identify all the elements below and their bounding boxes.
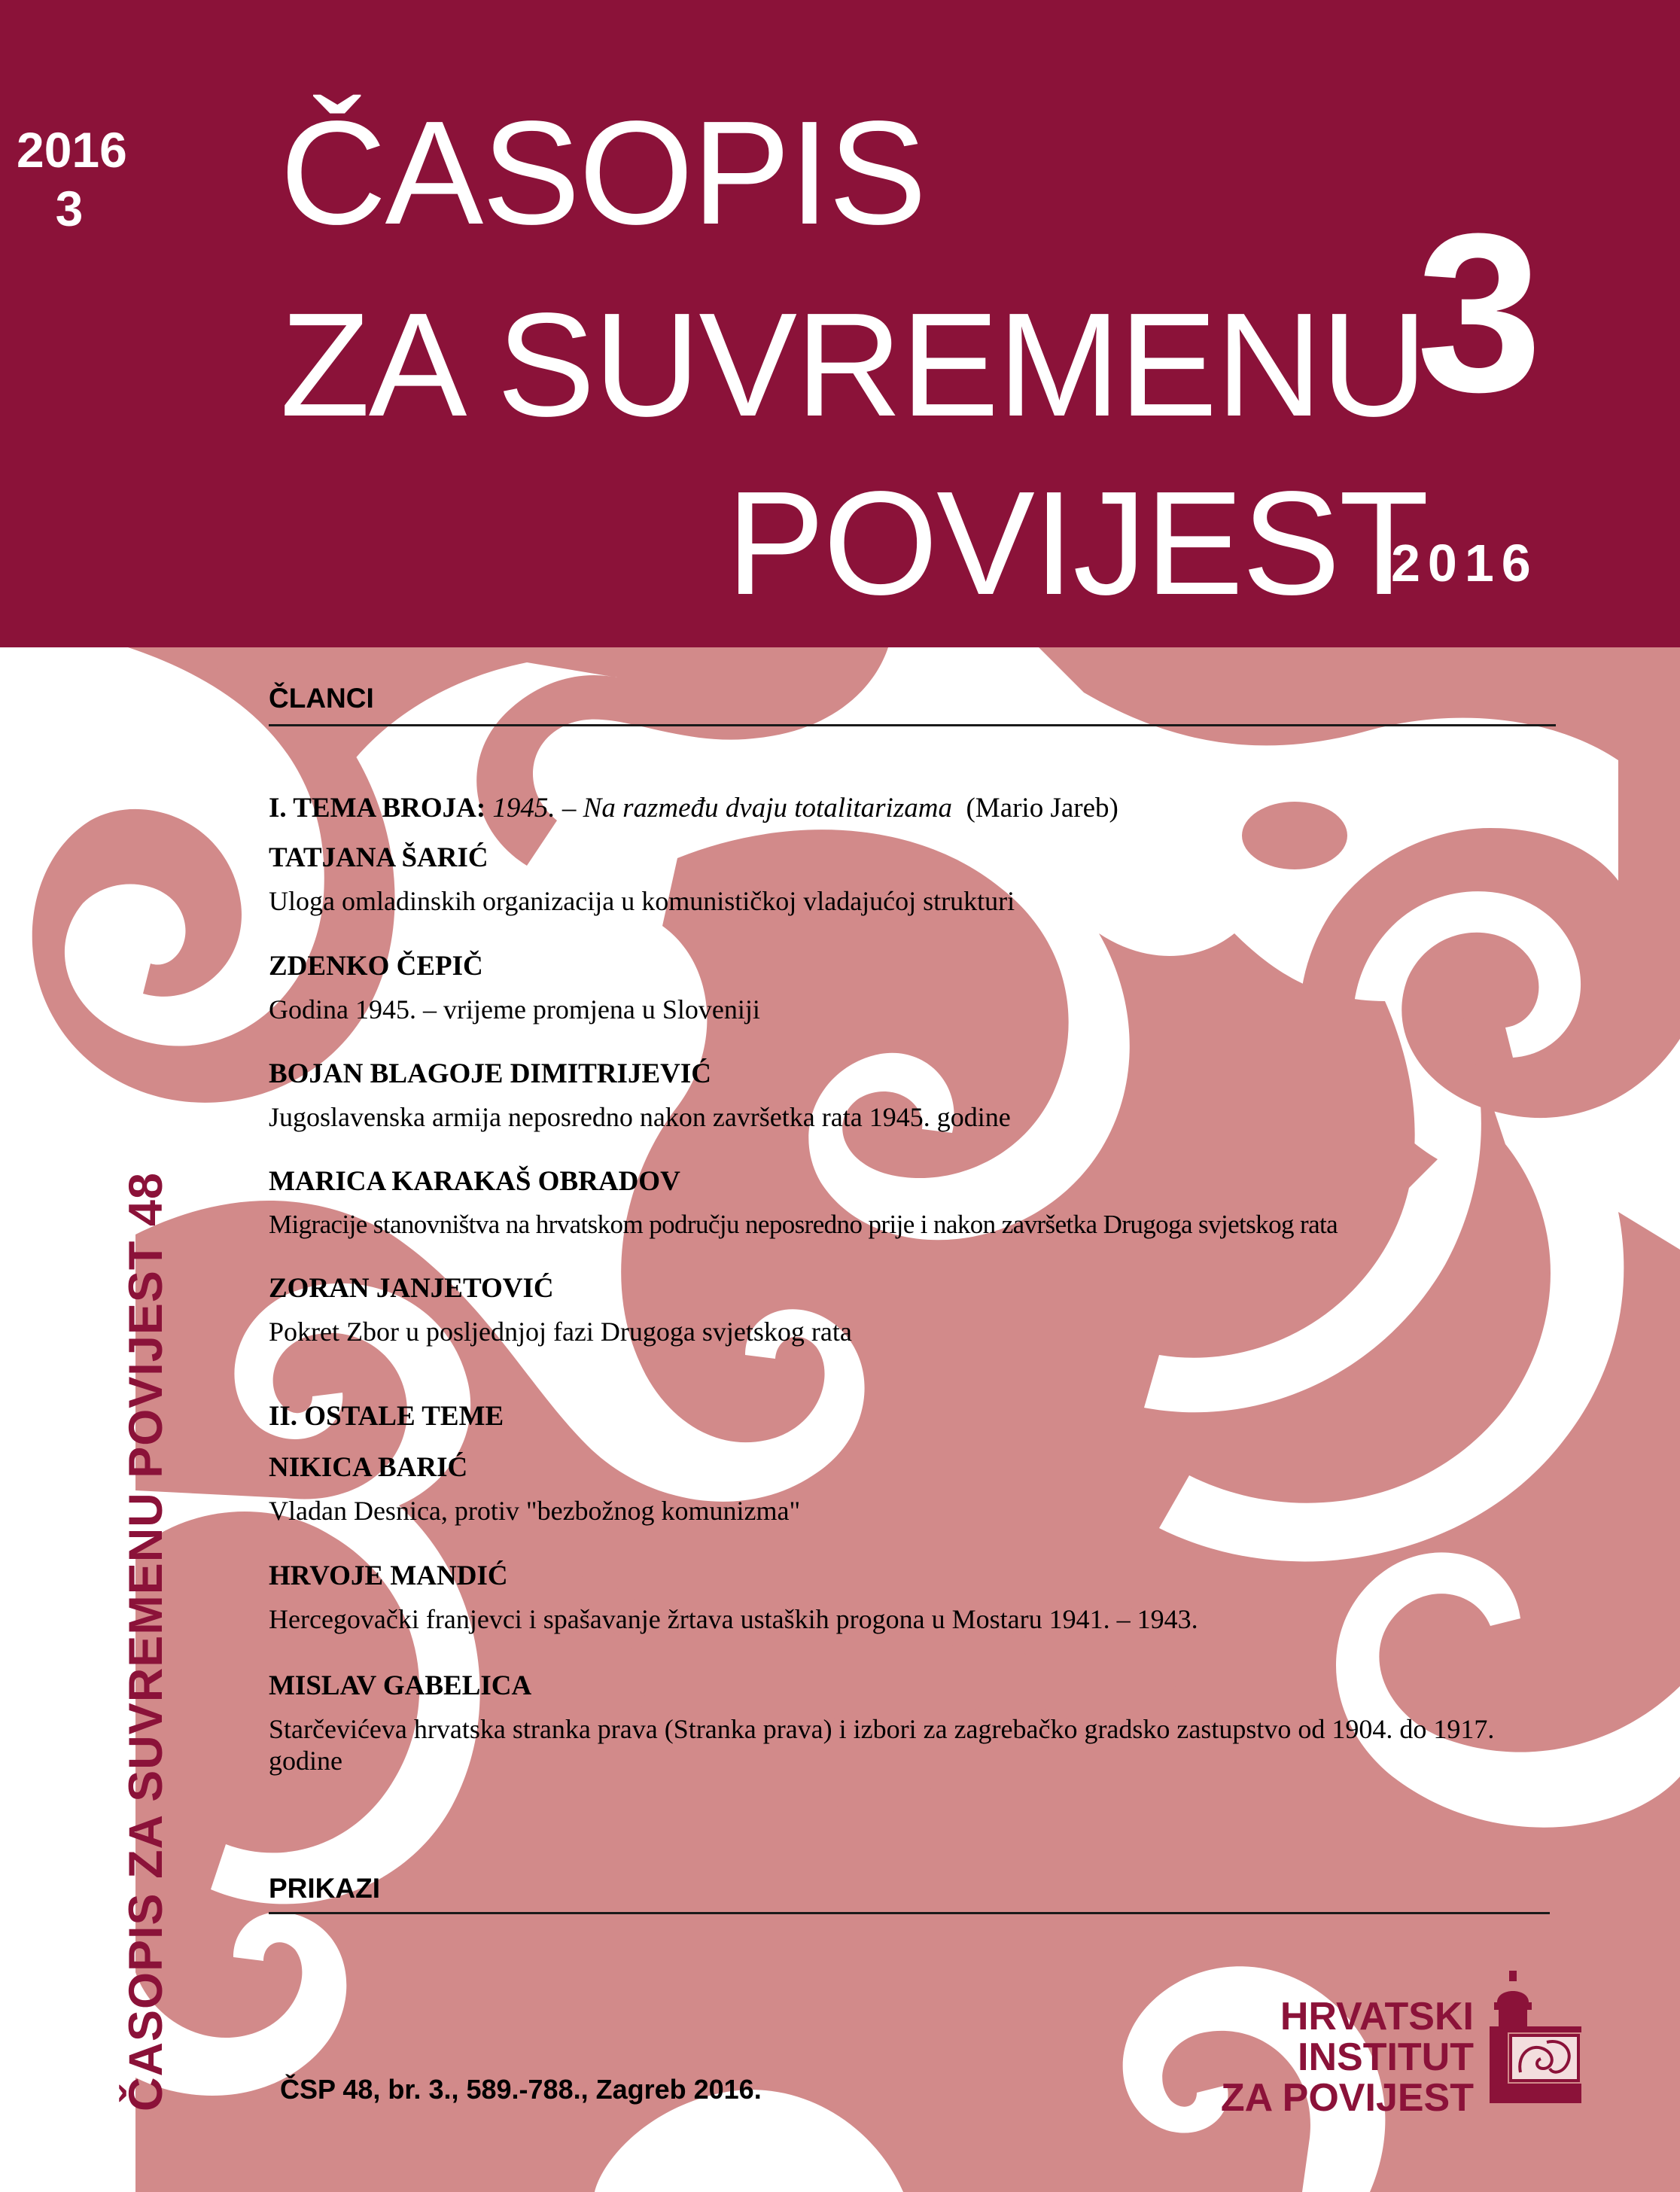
article-author: MISLAV GABELICA bbox=[269, 1670, 532, 1701]
publisher-line-3: ZA POVIJEST bbox=[1220, 2076, 1474, 2120]
corner-year: 2016 bbox=[17, 122, 127, 178]
toc-entry bbox=[269, 950, 1563, 1025]
journal-title-line-1: ČASOPIS bbox=[280, 90, 926, 255]
article-title: Jugoslavenska armija neposredno nakon završetka rata 1945. godine bbox=[269, 1102, 1011, 1132]
article-title: Vladan Desnica, protiv "bezbožnog komunizma" bbox=[269, 1496, 801, 1526]
toc-entry bbox=[269, 1560, 1563, 1635]
issue-year: 2016 bbox=[1391, 534, 1538, 592]
journal-title-line-2: ZA SUVREMENU bbox=[280, 282, 1426, 447]
article-title: Migracije stanovništva na hrvatskom području neposredno prije i nakon završetka Drugoga svjetskog rata bbox=[269, 1210, 1338, 1239]
toc-entry bbox=[269, 1165, 1563, 1241]
toc-entry bbox=[269, 842, 1563, 917]
article-author: BOJAN BLAGOJE DIMITRIJEVIĆ bbox=[269, 1058, 711, 1089]
theme-title: 1945. – Na razmeđu dvaju totalitarizama bbox=[492, 793, 952, 824]
article-title: Hercegovački franjevci i spašavanje žrtava ustaških progona u Mostaru 1941. – 1943. bbox=[269, 1604, 1198, 1634]
toc-entry bbox=[269, 1272, 1563, 1347]
other-themes-label: II. OSTALE TEME bbox=[269, 1401, 504, 1432]
journal-reference: ČSP 48, br. 3., 589.-788., Zagreb 2016. bbox=[280, 2074, 762, 2105]
other-themes-heading bbox=[269, 1400, 504, 1432]
article-author: ZDENKO ČEPIČ bbox=[269, 951, 483, 982]
article-author: NIKICA BARIĆ bbox=[269, 1452, 468, 1483]
publisher-line-2: INSTITUT bbox=[1298, 2035, 1474, 2079]
divider bbox=[269, 1912, 1550, 1914]
article-author: ZORAN JANJETOVIĆ bbox=[269, 1273, 554, 1304]
toc-entry bbox=[269, 1451, 1563, 1527]
article-title: Pokret Zbor u posljednjoj fazi Drugoga svjetskog rata bbox=[269, 1317, 852, 1347]
issue-number: 3 bbox=[1417, 186, 1542, 439]
article-author: MARICA KARAKAŠ OBRADOV bbox=[269, 1166, 680, 1197]
article-title: Uloga omladinskih organizacija u komunističkoj vladajućoj strukturi bbox=[269, 886, 1015, 916]
publisher-logo-text bbox=[1180, 1996, 1474, 2118]
article-title: Starčevićeva hrvatska stranka prava (Stranka prava) i izbori za zagrebačko gradsko zastupstvo od 1904. do 1917. godine bbox=[269, 1714, 1495, 1776]
publisher-line-1: HRVATSKI bbox=[1280, 1995, 1474, 2038]
toc-entry bbox=[269, 1058, 1563, 1133]
article-author: TATJANA ŠARIĆ bbox=[269, 842, 488, 873]
corner-year-issue bbox=[17, 120, 127, 238]
article-author: HRVOJE MANDIĆ bbox=[269, 1560, 508, 1591]
corner-issue: 3 bbox=[55, 181, 84, 236]
theme-editor: (Mario Jareb) bbox=[966, 793, 1118, 824]
spine-title: ČASOPIS ZA SUVREMENU POVIJEST 48 bbox=[120, 1172, 172, 2111]
article-title: Godina 1945. – vrijeme promjena u Sloveniji bbox=[269, 994, 760, 1024]
theme-label: I. TEMA BROJA: bbox=[269, 793, 486, 824]
theme-line bbox=[269, 792, 1118, 824]
institute-logo-icon bbox=[1487, 1971, 1584, 2106]
section-clanci-heading: ČLANCI bbox=[269, 683, 374, 714]
journal-title-line-3: POVIJEST bbox=[726, 461, 1428, 626]
section-prikazi-heading: PRIKAZI bbox=[269, 1873, 380, 1904]
toc-entry bbox=[269, 1670, 1548, 1776]
divider bbox=[269, 724, 1556, 726]
